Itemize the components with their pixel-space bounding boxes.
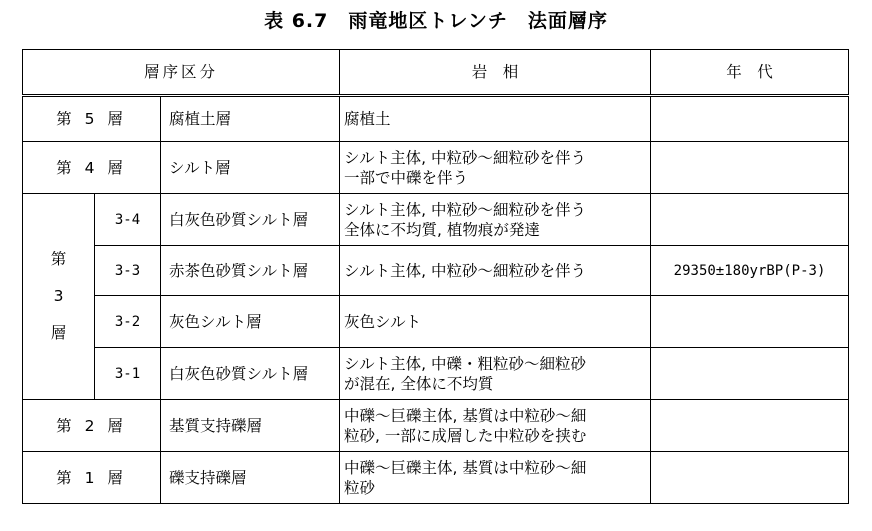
lithology-line: 腐植土 xyxy=(344,110,391,128)
table-title: 表 6.7 雨竜地区トレンチ 法面層序 xyxy=(264,10,608,32)
layer-3-label-line: 3 xyxy=(53,287,64,305)
table-row xyxy=(23,246,849,296)
lithology-line: 灰色シルト xyxy=(344,312,422,331)
header-lithology: 岩 相 xyxy=(340,50,651,96)
lithology-line: 中礫〜巨礫主体, 基質は中粒砂〜細 xyxy=(344,458,587,477)
lithology-line: シルト主体, 中礫・粗粒砂〜細粒砂 xyxy=(344,354,586,373)
lithology-line: シルト主体, 中粒砂〜細粒砂を伴う xyxy=(344,148,586,167)
age-cell xyxy=(651,194,849,246)
table-row xyxy=(23,452,849,504)
lithology-cell xyxy=(340,296,651,348)
layer-name-cell: 灰色シルト層 xyxy=(161,296,340,348)
sublayer-cell: 3-3 xyxy=(95,246,161,296)
lithology-cell xyxy=(340,348,651,400)
layer-name-cell: 赤茶色砂質シルト層 xyxy=(161,246,340,296)
lithology-cell xyxy=(340,400,651,452)
table-row xyxy=(23,194,849,246)
stratigraphy-table xyxy=(22,49,849,504)
age-cell xyxy=(651,296,849,348)
layer-name-cell: 腐植土層 xyxy=(161,96,340,142)
age-cell xyxy=(651,348,849,400)
lithology-cell xyxy=(340,96,651,142)
table-row xyxy=(23,96,849,142)
lithology-line: シルト主体, 中粒砂〜細粒砂を伴う xyxy=(344,200,586,219)
layer-cell: 第 4 層 xyxy=(23,142,161,194)
table-row xyxy=(23,296,849,348)
table-row xyxy=(23,142,849,194)
layer-3-label xyxy=(23,194,95,400)
layer-name-cell: 礫支持礫層 xyxy=(161,452,340,504)
header-row xyxy=(23,50,849,96)
lithology-line: が混在, 全体に不均質 xyxy=(344,374,494,393)
layer-name-cell: シルト層 xyxy=(161,142,340,194)
lithology-line: 中礫〜巨礫主体, 基質は中粒砂〜細 xyxy=(344,406,587,425)
age-cell xyxy=(651,452,849,504)
lithology-cell xyxy=(340,142,651,194)
layer-cell: 第 5 層 xyxy=(23,96,161,142)
lithology-line: 粒砂, 一部に成層した中粒砂を挟む xyxy=(344,426,587,445)
age-cell xyxy=(651,142,849,194)
lithology-line: 全体に不均質, 植物痕が発達 xyxy=(344,220,540,239)
layer-cell: 第 1 層 xyxy=(23,452,161,504)
header-age: 年 代 xyxy=(651,50,849,96)
layer-name-cell: 白灰色砂質シルト層 xyxy=(161,348,340,400)
layer-name-cell: 白灰色砂質シルト層 xyxy=(161,194,340,246)
table-row xyxy=(23,348,849,400)
layer-3-label-line: 層 xyxy=(50,324,67,342)
lithology-line: 粒砂 xyxy=(344,478,376,497)
layer-name-cell: 基質支持礫層 xyxy=(161,400,340,452)
layer-cell: 第 2 層 xyxy=(23,400,161,452)
age-cell xyxy=(651,400,849,452)
lithology-cell xyxy=(340,246,651,296)
lithology-cell xyxy=(340,452,651,504)
layer-3-label-line: 第 xyxy=(50,250,67,268)
sublayer-cell: 3-4 xyxy=(95,194,161,246)
age-cell xyxy=(651,96,849,142)
age-cell: 29350±180yrBP(P-3) xyxy=(651,246,849,296)
lithology-line: 一部で中礫を伴う xyxy=(344,168,469,187)
table-row xyxy=(23,400,849,452)
lithology-line: シルト主体, 中粒砂〜細粒砂を伴う xyxy=(344,261,586,280)
sublayer-cell: 3-2 xyxy=(95,296,161,348)
lithology-cell xyxy=(340,194,651,246)
header-division: 層序区分 xyxy=(23,50,340,96)
sublayer-cell: 3-1 xyxy=(95,348,161,400)
